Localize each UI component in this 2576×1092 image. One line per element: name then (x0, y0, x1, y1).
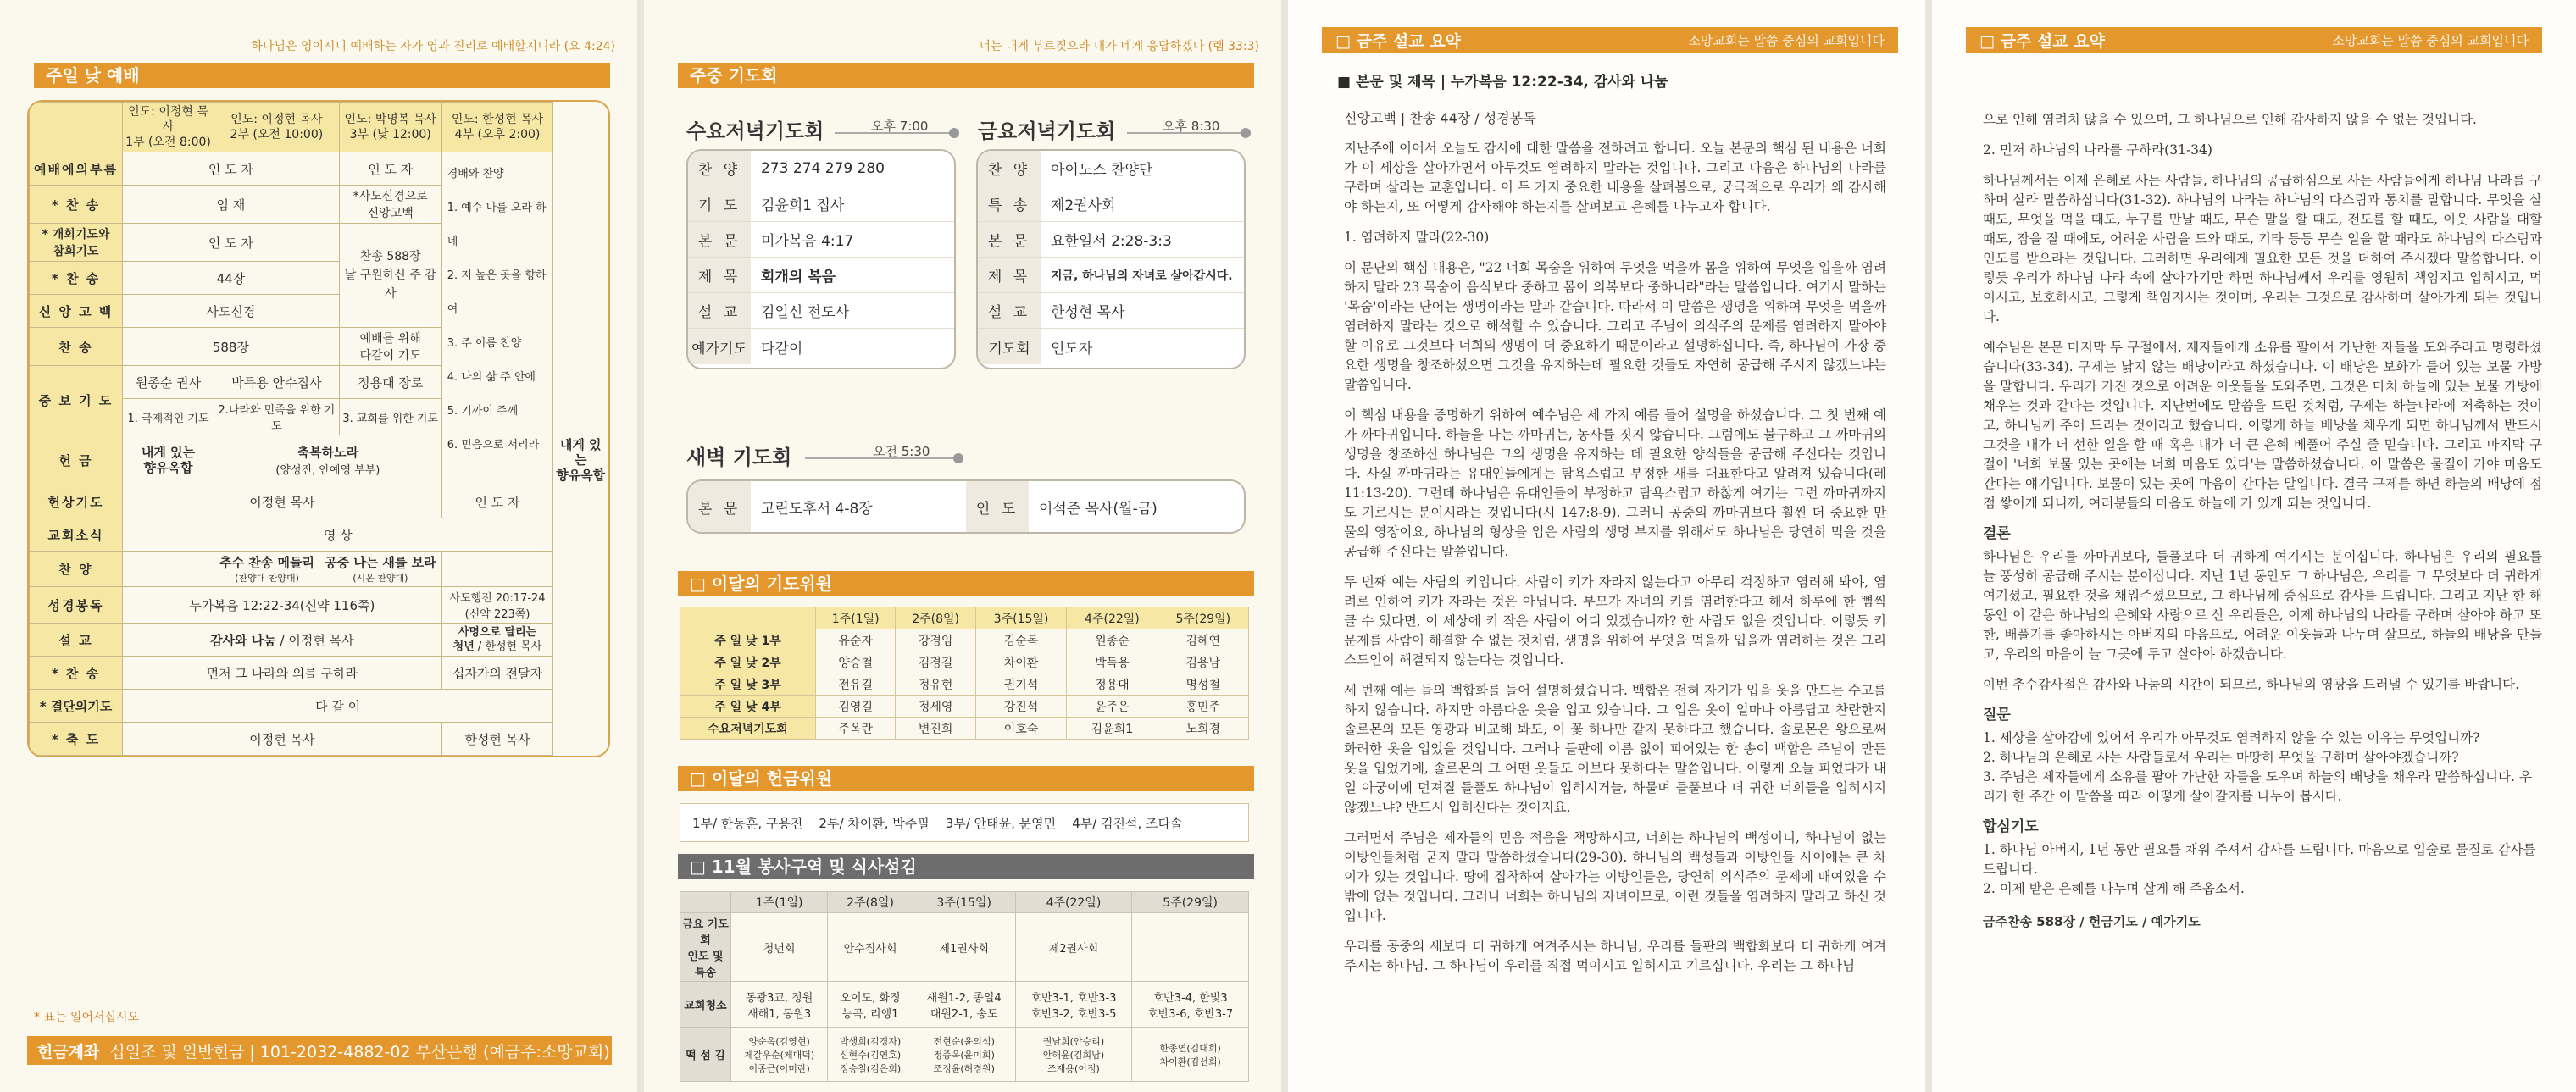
creed-line: 신앙고백 | 찬송 44장 / 성경봉독 (1344, 110, 1536, 126)
row-label: 중 보 기 도 (30, 366, 123, 435)
cell-creed-3: *사도신경으로 신앙고백 (339, 186, 441, 224)
key: 찬 양 (688, 151, 751, 186)
key: 본 문 (688, 222, 751, 257)
fri-time: 오후 8:30 (1163, 119, 1220, 134)
cell: 원종순 (1067, 629, 1158, 651)
praise-item: 4. 나의 삶 주 안에 (447, 371, 536, 384)
cell-reading-4: 사도행전 20:17-24 (신약 223쪽) (441, 587, 553, 624)
row-label: 헌상기도 (30, 485, 123, 518)
cell: 변진희 (896, 718, 975, 740)
question: 1. 세상을 살아감에 있어서 우리가 아무것도 염려하지 않을 수 있는 이유는 무엇입니까? (1983, 730, 2480, 746)
cell: 오이도, 화정 능곡, 리엥1 (828, 982, 913, 1028)
praise-item: 2. 저 높은 곳을 향하여 (447, 269, 547, 316)
row-label: * 개회기도와 참회기도 (30, 224, 123, 262)
prayer-item: 1. 하나님 아버지, 1년 동안 필요를 채워 주셔서 감사를 드립니다. 마음으로 입술로 물질로 감사를 드립니다. (1983, 842, 2536, 877)
prayer-heading: 합심기도 (1983, 818, 2039, 835)
paragraph: 세 번째 예는 들의 백합화를 들어 설명하셨습니다. 백합은 전혀 자기가 입을 옷을 만드는 수고를 하지 않습니다. 하지만 아름다운 옷을 입고 있습니다. 그 입은 옷이 얼마나 아름답고 찬란한지 솔로몬의 모든 영광과 비교해 봐도, 이 꽃 하나만 같지 못하다고 했습니다. 솔로몬은 왕으로써 화려한 옷을 입었을 것입니다. 그러나 들판에 이름 없이 피어있는 한 송이 백합은 주님이 만든 옷을 입었기에, 솔로몬의 그 어떤 옷들도 이보다 못하다는 말씀입니다. 이렇게 오늘 피었다가 내일 아궁이에 던져질 들풀도 하나님이 입히시거늘, 하물며 들풀보다 더 귀한 너희들을 입히시지 않겠느냐? 반드시 입히신다는 것이지요. (1344, 683, 1886, 815)
cell: 김경길 (896, 651, 975, 673)
row-label: 떡 섬 김 (680, 1028, 731, 1082)
cell-sermon: 감사와 나눔 / 이정현 목사 (123, 624, 442, 657)
corner-cell (30, 103, 123, 152)
row-label: 교회소식 (30, 518, 123, 552)
key: 찬 양 (978, 151, 1041, 186)
page-verse: 너는 내게 부르짖으라 내가 네게 응답하겠다 (렘 33:3) (979, 40, 1259, 53)
row-label: 성경봉독 (30, 587, 123, 624)
page-header (1322, 27, 1898, 53)
row-label: 주 일 낮 1부 (680, 629, 816, 651)
head: 5주(29일) (1158, 607, 1248, 629)
head: 5주(29일) (1132, 892, 1249, 913)
prayer-committee-table (680, 607, 1249, 740)
offer-4: 내게 있는 향유옥합 (553, 435, 608, 485)
value: 지금, 하나님의 자녀로 살아갑시다. (1051, 269, 1233, 283)
cell-call: 인 도 자 (123, 152, 340, 186)
cell: 윤주은 (1067, 696, 1158, 718)
interc-name: 원종순 권사 (123, 366, 214, 399)
page-verse: 하나님은 영이시니 예배하는 자가 영과 진리로 예배할지니라 (요 4:24) (251, 40, 615, 53)
standing-note: * 표는 일어서십시오 (34, 1011, 140, 1024)
row-label: 주 일 낮 3부 (680, 673, 816, 696)
cell: 청년회 (731, 913, 828, 982)
row-label: 금요 기도회 인도 및 특송 (680, 913, 731, 982)
cell-hymn1: 임 재 (123, 186, 340, 224)
cell-resolve: 다 같 이 (123, 690, 553, 723)
row-label: 찬 양 (30, 552, 123, 587)
page-header (1966, 27, 2542, 53)
cell: 김영길 (816, 696, 896, 718)
value: 한성현 목사 (1051, 304, 1125, 321)
cell-hymn4-4: 십자가의 전달자 (441, 657, 553, 690)
cell: 홍민주 (1158, 696, 1248, 718)
cell: 양순옥(김영현) 제갈우순(제대덕) 이종근(이미란) (731, 1028, 828, 1082)
paragraph: 우리를 공중의 새보다 더 귀하게 여겨주시는 하나님, 우리를 들판의 백합화보다 더 귀하게 여겨주시는 하나님. 그 하나님이 우리를 직접 먹이시고 입히시고 기르십니다. 우리는 그 하나님 (1344, 939, 1886, 973)
wed-box (686, 149, 956, 369)
key: 특 송 (978, 186, 1041, 221)
sermon-body (1983, 110, 2542, 932)
page-prayer (644, 0, 1281, 1092)
subheading: 1. 염려하지 말라(22-30) (1344, 230, 1490, 245)
corner (680, 892, 731, 913)
cell: 김용남 (1158, 651, 1248, 673)
row-label: 주 일 낮 2부 (680, 651, 816, 673)
value: 고린도후서 4-8장 (761, 500, 873, 518)
head: 3주(15일) (975, 607, 1066, 629)
dawn-title: 새벽 기도회 (686, 446, 792, 469)
row-label: * 축 도 (30, 723, 123, 756)
dot (949, 128, 959, 138)
cell: 한종연(김대희) 차이환(김선희) (1132, 1028, 1249, 1082)
sermon-subject: ■ 본문 및 제목 | 누가복음 12:22-34, 감사와 나눔 (1337, 74, 1668, 91)
cell: 새원1-2, 종일4 대원2-1, 송도 (913, 982, 1015, 1028)
praise-spacer (123, 552, 214, 587)
cell-creed: 사도신경 (123, 295, 340, 328)
key: 인 도 (966, 481, 1029, 532)
service-head-1: 인도: 이정현 목사 1부 (오전 8:00) (123, 103, 214, 152)
key: 설 교 (688, 293, 751, 328)
offer-2: 축복하노라 (양성진, 안예영 부부) (214, 435, 442, 485)
paragraph: 이번 추수감사절은 감사와 나눔의 시간이 되므로, 하나님의 영광을 드러낼 수 있기를 바랍니다. (1983, 677, 2520, 692)
head: 1주(1일) (816, 607, 896, 629)
section-title: □ 이달의 기도위원 (678, 571, 1254, 596)
header-title: □ 금주 설교 요약 (1335, 31, 1461, 51)
cell-hymn4: 먼저 그 나라와 의를 구하라 (123, 657, 442, 690)
question-list (1983, 729, 2542, 807)
cell-bless: 이정현 목사 (123, 723, 442, 756)
cell-pray-3: 예배를 위해 다같이 기도 (339, 328, 441, 366)
row-label: 수요저녁기도회 (680, 718, 816, 740)
giving-account (27, 1036, 612, 1065)
cell: 차이환 (975, 651, 1066, 673)
cell-reading: 누가복음 12:22-34(신약 116쪽) (123, 587, 442, 624)
cell: 노희경 (1158, 718, 1248, 740)
row-label: * 찬 송 (30, 262, 123, 295)
key: 제 목 (688, 258, 751, 292)
value: 인도자 (1051, 340, 1093, 358)
cell: 전유길 (816, 673, 896, 696)
head: 4주(22일) (1067, 607, 1158, 629)
cell-offprayer: 이정현 목사 (123, 485, 442, 518)
cell: 권기석 (975, 673, 1066, 696)
row-label: 설 교 (30, 624, 123, 657)
row-label: 예배에의부름 (30, 152, 123, 186)
conclusion-heading: 결론 (1983, 525, 2011, 542)
key: 설 교 (978, 293, 1041, 328)
key: 제 목 (978, 258, 1041, 292)
cell: 동광3교, 정원 새해1, 동원3 (731, 982, 828, 1028)
question: 2. 하나님의 은혜로 사는 사람들로서 우리는 마땅히 무엇을 구하며 살아야겠습니까? (1983, 750, 2459, 765)
cell (1132, 913, 1249, 982)
paragraph: 그러면서 주님은 제자들의 믿음 적음을 책망하시고, 너희는 하나님의 백성이니, 하나님이 없는 이방인들처럼 굳지 말라 말씀하셨습니다(29-30). 하나님의 백성들과 이방인들 사이에는 큰 차이가 있는 것입니다. 땅에 집착하여 살아가는 이방인들은, 당연히 의식주의 문제에 매여있을 수밖에 없는 것입니다. 그러나 너희는 하나님의 자녀이므로, 이런 것들을 염려하지 말라고 하신 것입니다. (1344, 830, 1886, 923)
cell: 김혜연 (1158, 629, 1248, 651)
page-sermon-1 (1288, 0, 1925, 1092)
section-title: 주일 낮 예배 (34, 63, 610, 88)
praise-item: 1. 예수 나를 오라 하네 (447, 202, 547, 248)
fri-box (976, 149, 1246, 369)
section-title: □ 11월 봉사구역 및 식사섬김 (678, 854, 1254, 879)
service-head-3: 인도: 박명복 목사 3부 (낮 12:00) (339, 103, 441, 152)
cell: 안수집사회 (828, 913, 913, 982)
key: 기 도 (688, 186, 751, 221)
dot (1241, 128, 1251, 138)
key: 예가기도 (688, 329, 751, 364)
cell-offprayer-4: 인 도 자 (441, 485, 553, 518)
cell: 이호숙 (975, 718, 1066, 740)
corner (680, 607, 816, 629)
row-label: * 찬 송 (30, 657, 123, 690)
paragraph: 예수님은 본문 마지막 두 구절에서, 제자들에게 소유를 팔아서 가난한 자들을 도와주라고 명령하셨습니다(33-34). 구제는 낡지 않는 배낭이라고 하셨습니다. 이 배낭은 보화가 들어 있는 보물 가방을 말합니다. 우리가 가진 것으로 어려운 이웃들을 도와주면, 그것은 마치 하늘에 있는 보물 가방에 채우는 것과 같다는 것입니다. 지난번에도 말씀을 드린 것처럼, 구제는 하늘나라에 저축하는 것이고, 하나님께 주어 드리는 것이라고 했습니다. 이렇게 하늘 배낭을 채우게 되면 하나님께서 반드시 그것을 내가 더 선한 일을 할 때 혹은 내가 더 큰 은혜 베풀어 주실 줄 믿습니다. 그리고 마지막 구절이 '너희 보물 있는 곳에는 너희 마음도 있다'는 말씀하셨습니다. 이 말씀은 물질이 가야 마음도 간다는 얘기입니다. 보물이 있는 곳에 마음이 간다는 말입니다. 결국 구제를 하면 하늘의 배낭에 점점 쌓이게 되니까, 여러분들의 마음도 하늘에 가 있게 되는 것입니다. (1983, 340, 2542, 511)
value: 제2권사회 (1051, 197, 1116, 214)
paragraph: 하나님은 우리를 까마귀보다, 들풀보다 더 귀하게 여기시는 분이십니다. 하나님은 우리의 필요를 늘 풍성히 공급해 주시는 분이십니다. 지난 1년 동안도 그 하나님은, 우리를 그 무엇보다 더 귀하게 여기셨고, 필요한 것을 채워주셨으므로, 그 하나님께 중심으로 감사를 드립니다. 그리고 지난 한 해 동안 이 같은 하나님의 은혜와 사랑으로 산 우리들은, 이제 하나님의 나라를 구하며 살아야 하고 또한, 배풀기를 좋아하시는 아버지의 마음으로, 어려운 이웃들과 나누며 살므로, 하늘의 배낭을 만들고, 우리의 마음이 늘 그곳에 두고 살아야 하겠습니다. (1983, 549, 2542, 662)
prayer-item: 2. 이제 받은 은혜를 나누며 살게 해 주옵소서. (1983, 881, 2245, 896)
value: 아이노스 찬양단 (1051, 162, 1153, 179)
cell: 박생희(김경자) 신현수(김연호) 정승철(김은희) (828, 1028, 913, 1082)
praise-list (441, 152, 553, 485)
prayer-list (1983, 840, 2542, 899)
key: 본 문 (978, 222, 1041, 257)
cell-call-3: 인 도 자 (339, 152, 441, 186)
cell-hymn2: 44장 (123, 262, 340, 295)
key: 기도회 (978, 329, 1041, 364)
dawn-box (686, 479, 1246, 534)
giving-text: 십일조 및 일반헌금 | 101-2032-4882-02 부산은행 (예금주:소망교회) (109, 1042, 610, 1062)
offering-committee: 1부/ 한동훈, 구용진 2부/ 차이환, 박주필 3부/ 안태윤, 문영민 4부/ 김진석, 조다솔 (680, 803, 1249, 842)
page-worship-order (0, 0, 637, 1092)
service-head-4: 인도: 한성현 목사 4부 (오후 2:00) (441, 103, 553, 152)
cell: 김순목 (975, 629, 1066, 651)
value: 김윤희1 집사 (761, 197, 845, 214)
cell: 권남희(안승리) 안해윤(김희남) 조재용(이정) (1015, 1028, 1132, 1082)
cell-praise: 추수 찬송 메들리 (찬양대 찬양대) 공중 나는 새를 보라 (시온 찬양대) (214, 552, 442, 587)
giving-label: 헌금계좌 (37, 1042, 100, 1062)
value: 김일신 전도사 (761, 304, 849, 321)
praise-spacer (441, 552, 553, 587)
dawn-time: 오전 5:30 (873, 444, 930, 459)
value: 회개의 복음 (761, 269, 836, 285)
section-title: 주중 기도회 (678, 63, 1254, 88)
praise-item: 경배와 찬양 (447, 168, 504, 180)
row-label: 교회청소 (680, 982, 731, 1028)
cell: 박득용 (1067, 651, 1158, 673)
closing-line: 금주찬송 588장 / 헌금기도 / 예가기도 (1983, 914, 2201, 929)
cell: 유순자 (816, 629, 896, 651)
praise-item: 3. 주 이름 찬양 (447, 337, 522, 350)
praise-item: 6. 믿음으로 서리라 (447, 439, 540, 452)
sermon-body (1344, 108, 1886, 987)
service-head-2: 인도: 이정현 목사 2부 (오전 10:00) (214, 103, 340, 152)
dot (953, 453, 963, 463)
subheading: 2. 먼저 하나님의 나라를 구하라(31-34) (1983, 142, 2212, 158)
cell-hymn3: 588장 (123, 328, 340, 366)
head: 2주(8일) (896, 607, 975, 629)
row-label: 주 일 낮 4부 (680, 696, 816, 718)
cell: 강진석 (975, 696, 1066, 718)
interc-item: 3. 교회를 위한 기도 (339, 399, 441, 435)
row-label: 신 앙 고 백 (30, 295, 123, 328)
value: 이석준 목사(월-금) (1039, 500, 1158, 518)
cell: 제2권사회 (1015, 913, 1132, 982)
interc-item: 1. 국제적인 기도 (123, 399, 214, 435)
cell: 명성철 (1158, 673, 1248, 696)
service-table (680, 891, 1249, 1082)
questions-heading: 질문 (1983, 707, 2011, 723)
key: 본 문 (688, 481, 751, 532)
cell-hymn-3: 찬송 588장 날 구원하신 주 감사 (339, 224, 441, 328)
value: 미가복음 4:17 (761, 233, 854, 250)
value: 요한일서 2:28-3:3 (1051, 233, 1172, 250)
cell: 주옥란 (816, 718, 896, 740)
praise-item: 5. 기까이 주께 (447, 405, 519, 418)
cell: 정유현 (896, 673, 975, 696)
cell: 제1권사회 (913, 913, 1015, 982)
fri-title: 금요저녁기도회 (978, 119, 1116, 143)
interc-item: 2.나라와 민족을 위한 기도 (214, 399, 340, 435)
head: 3주(15일) (913, 892, 1015, 913)
paragraph: 두 번째 예는 사람의 키입니다. 사람이 키가 자라지 않는다고 아무리 걱정하고 염려해 봐야, 염려로 인하여 키가 자라는 것은 아닙니다. 부모가 자녀의 키를 염려한다고 해서 하루에 한 뼘씩 클 수 있다면, 이 세상에 키 작은 사람이 어디 있겠습니까? 한 사람도 없을 것입니다. 이렇듯 키 문제를 사람이 해결할 수 없는 것처럼, 생명을 위하여 무엇을 먹을까 입을까 염려하는 것은 그리스도인이 해결되지 않는다는 것입니다. (1344, 574, 1886, 668)
row-label: * 결단의기도 (30, 690, 123, 723)
question: 3. 주님은 제자들에게 소유를 팔아 가난한 자들을 도우며 하늘의 배낭을 채우라 말씀하십니다. 우리가 한 주간 이 말씀을 따라 어떻게 살아갈지를 나누어 봅시다. (1983, 769, 2532, 804)
wed-time: 오후 7:00 (871, 119, 929, 134)
cell-prayer: 인 도 자 (123, 224, 340, 262)
cell: 양승철 (816, 651, 896, 673)
head: 4주(22일) (1015, 892, 1132, 913)
worship-order-table (27, 100, 610, 757)
paragraph: 이 문단의 핵심 내용은, "22 너희 목숨을 위하여 무엇을 먹을까 몸을 위하여 무엇을 입을까 염려하지 말라 23 목숨이 음식보다 중하고 몸이 의복보다 중하니라"라는 말씀입니다. 여기서 말하는 '목숨'이라는 단어는 생명이라는 말과 같습니다. 따라서 이 말씀은 생명을 위하여 무엇을 먹을까 염려하지 말라는 것으로 해석할 수 있습니다. 그리고 주님이 의식주의 문제를 염려하지 말아야 할 이유로 그것보다 너희의 생명이 더 중요하기 때문이라고 설명하십니다. 즉, 하나님이 가장 중요한 생명을 창조하셨으면 그것을 유지하는데 필요한 것들도 자연히 공급해 주시지 않겠느냐는 말씀입니다. (1344, 260, 1886, 392)
cell-sermon-4: 사명으로 달리는 청년 / 한성현 목사 (441, 624, 553, 657)
value: 다같이 (761, 340, 803, 358)
row-label: * 찬 송 (30, 186, 123, 224)
interc-name: 정용대 장로 (339, 366, 441, 399)
offer-1: 내게 있는 향유옥합 (123, 435, 214, 485)
section-title: □ 이달의 헌금위원 (678, 766, 1254, 791)
value: 273 274 279 280 (761, 159, 886, 177)
header-sub: 소망교회는 말씀 중심의 교회입니다 (2332, 32, 2529, 48)
head: 1주(1일) (731, 892, 828, 913)
cell: 강경임 (896, 629, 975, 651)
wed-title: 수요저녁기도회 (686, 119, 824, 143)
page-sermon-2 (1932, 0, 2576, 1092)
cell: 정세영 (896, 696, 975, 718)
head: 2주(8일) (828, 892, 913, 913)
row-label: 찬 송 (30, 328, 123, 366)
cell: 호반3-1, 호반3-3 호반3-2, 호반3-5 (1015, 982, 1132, 1028)
header-title: □ 금주 설교 요약 (1979, 31, 2105, 51)
cell: 호반3-4, 한빛3 호반3-6, 호반3-7 (1132, 982, 1249, 1028)
interc-name: 박득용 안수집사 (214, 366, 340, 399)
header-sub: 소망교회는 말씀 중심의 교회입니다 (1688, 32, 1885, 48)
cell: 정용대 (1067, 673, 1158, 696)
cell-news: 영 상 (123, 518, 553, 552)
cell: 전현순(윤의석) 정종옥(윤미희) 조정윤(허경원) (913, 1028, 1015, 1082)
cell-bless-4: 한성현 목사 (441, 723, 553, 756)
cell: 김윤희1 (1067, 718, 1158, 740)
paragraph: 하나님께서는 이제 은혜로 사는 사람들, 하나님의 공급하심으로 사는 사람들에게 하나님 나라를 구하며 살라 말씀하십니다(31-32). 하나님의 나라는 하나님의 다스림과 통치를 말합니다. 무엇을 살 때도, 무엇을 먹을 때도, 누구를 만날 때도, 무슨 말을 할 때도, 전도를 할 때도, 이웃 사람을 대할 때도, 잠을 잘 때에도, 어려운 사람을 도와 때도, 기타 등등 무슨 일을 할 때라도 하나님의 다스림과 인도를 받으라는 것입니다. 그러하면 우리에게 필요한 모든 것을 더하여 주시겠다 말씀합니다. 이렇듯 우리가 하나님 나라 속에 살아가기만 하면 하나님께서 우리를 영원히 책임지고 입히시고, 먹이시고, 보호하시고, 그렇게 책임지시는 것이며, 우리는 그것으로 감사하며 살아가게 되는 것입니다. (1983, 173, 2542, 324)
row-label: 헌 금 (30, 435, 123, 485)
paragraph: 지난주에 이어서 오늘도 감사에 대한 말씀을 전하려고 합니다. 오늘 본문의 핵심 된 내용은 너희가 이 세상을 살아가면서 아무것도 염려하지 말라는 것입니다. 그리고 다음은 하나님의 나라를 구하며 살라는 교훈입니다. 이 두 가지 중요한 내용을 살펴봄으로, 궁극적으로 우리가 왜 감사해야 하는지, 또 어떻게 감사해야 하는지를 살펴보고 은혜를 나누고자 합니다. (1344, 141, 1886, 214)
paragraph: 으로 인해 염려치 않을 수 있으며, 그 하나님으로 인해 감사하지 않을 수 없는 것입니다. (1983, 112, 2477, 127)
paragraph: 이 핵심 내용을 증명하기 위하여 예수님은 세 가지 예를 들어 설명을 하셨습니다. 그 첫 번째 예가 까마귀입니다. 하늘을 나는 까마귀는, 농사를 짓지 않습니다. 그럼에도 불구하고 그 까마귀의 생명을 창조하신 하나님은 그의 생명을 유지하는 데 필요한 양식들을 공급해 주신다는 것입니다. 사실 까마귀라는 유대인들에게는 탐욕스럽고 부정한 새를 대표한다고 알려져 있습니다(레 11:13-20). 그런데 하나님은 유대인들이 부정하고 탐욕스럽고 하찮게 여기는 그런 까마귀까지도 기르시는 분이시라는 것입니다(시 147:8-9). 그러니 공중의 까마귀보다 훨씬 더 중요한 만물의 영장이요, 하나님의 형상을 입은 사람의 생명 부지를 위해서도 하나님은 당연히 먹을 것을 공급해 주신다는 말씀입니다. (1344, 407, 1886, 559)
